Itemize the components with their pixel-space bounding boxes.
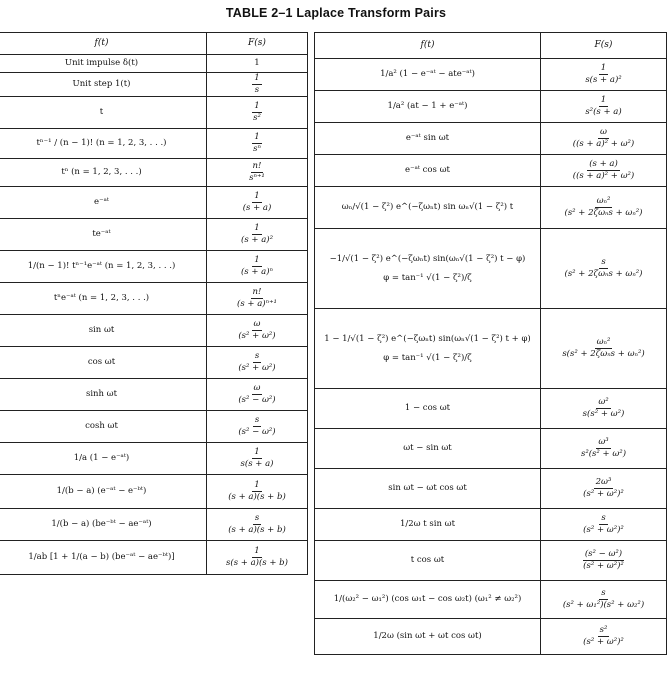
- transform-ft: [0, 347, 207, 379]
- expression-text: 1/2ω t sin ωt: [399, 519, 456, 530]
- transform-fs: [207, 97, 308, 129]
- table-row: [315, 541, 667, 581]
- fraction: $\frac{\text{(s² − ω²)}}{\text{(s² + ω²)²}}$: [583, 549, 624, 571]
- table-row: [315, 59, 667, 91]
- table-row: [315, 187, 667, 229]
- transform-fs: [207, 219, 308, 251]
- transform-fs: [541, 619, 667, 655]
- expression-text: tⁿ (n = 1, 2, 3, . . .): [61, 167, 142, 178]
- transform-fs: [207, 347, 308, 379]
- transform-ft: [315, 91, 541, 123]
- transform-ft: [0, 97, 207, 129]
- transform-ft: [0, 411, 207, 443]
- table-row: [315, 309, 667, 389]
- expression-text: 1/(b − a) (e⁻ᵃᵗ − e⁻ᵇᵗ): [56, 486, 147, 497]
- transform-fs: [541, 581, 667, 619]
- transform-ft: [0, 219, 207, 251]
- transform-fs: [207, 475, 308, 509]
- expression-text: 1/(b − a) (be⁻ᵇᵗ − ae⁻ᵃᵗ): [51, 519, 152, 530]
- transform-ft: [315, 509, 541, 541]
- table-row: [315, 389, 667, 429]
- fraction: $\frac{s}{\text{(s² + ω²)²}}$: [583, 513, 624, 535]
- expression-text: 1/a² (1 − e⁻ᵃᵗ − ate⁻ᵃᵗ): [380, 69, 475, 80]
- expression-text: sinh ωt: [85, 389, 118, 400]
- expression-text: 1/(ω₂² − ω₁²) (cos ω₁t − cos ω₂t) (ω₁² ≠ ω₂²): [333, 594, 522, 605]
- fraction: $\frac{\text{ωₙ²}}{\text{(s² + 2ζωₙs + ωₙ²)}}$: [564, 196, 643, 218]
- table-row: [0, 509, 308, 541]
- fraction: $\frac{1}{s}$: [254, 73, 260, 95]
- expression-text: ωt − sin ωt: [403, 443, 452, 454]
- table-row: [0, 541, 308, 575]
- transform-ft: [0, 315, 207, 347]
- table-row: [0, 129, 308, 159]
- transform-fs: [541, 509, 667, 541]
- fraction: $\frac{\text{2ω³}}{\text{(s² + ω²)²}}$: [583, 477, 624, 499]
- transform-ft: [0, 73, 207, 97]
- table-row: [315, 469, 667, 509]
- fraction: $\frac{1}{\text{s²(s + a)}}$: [585, 95, 622, 117]
- transform-ft: [0, 129, 207, 159]
- expression-text: cosh ωt: [85, 421, 118, 432]
- fraction: $\frac{1}{\text{(s + a)²}}$: [241, 223, 273, 245]
- transform-ft: [0, 541, 207, 575]
- transform-fs: [541, 59, 667, 91]
- transform-fs: [541, 187, 667, 229]
- transform-fs: [207, 159, 308, 187]
- table-row: [315, 429, 667, 469]
- transform-ft: [0, 283, 207, 315]
- table-row: [315, 229, 667, 309]
- transform-fs: [207, 541, 308, 575]
- expression-text: cos ωt: [87, 357, 116, 368]
- fraction: $\frac{n!}{\text{(s + a)ⁿ⁺¹}}$: [237, 287, 277, 309]
- transform-ft: [315, 123, 541, 155]
- table-row: [315, 509, 667, 541]
- expression-text: tⁿe⁻ᵃᵗ (n = 1, 2, 3, . . .): [53, 293, 150, 304]
- fraction: $\frac{1}{\text{sⁿ}}$: [253, 132, 261, 154]
- transform-ft: [315, 187, 541, 229]
- expression-text: 1/2ω (sin ωt + ωt cos ωt): [373, 631, 482, 642]
- transform-ft: [0, 251, 207, 283]
- expression-text: Unit impulse δ(t): [64, 58, 139, 69]
- fraction: $\frac{\omega}{\text{((s + a)² + ω²)}}$: [572, 127, 635, 149]
- header-ft: f(t): [0, 33, 207, 55]
- header-ft: f(t): [315, 33, 541, 59]
- table-row: [0, 283, 308, 315]
- fraction: $\frac{\omega}{\text{(s² + ω²)}}$: [238, 319, 276, 341]
- transform-fs: [207, 283, 308, 315]
- transform-fs: [207, 509, 308, 541]
- fraction: $\frac{\text{ω³}}{\text{s²(s² + ω²)}}$: [580, 437, 627, 459]
- fraction: $\frac{s}{\text{(s² + ω₁²)(s² + ω₂²)}}$: [562, 588, 645, 610]
- transform-ft: [315, 155, 541, 187]
- transform-ft: [0, 187, 207, 219]
- table-row: [0, 379, 308, 411]
- transform-fs: [207, 411, 308, 443]
- expression-text: t cos ωt: [410, 555, 445, 566]
- fraction: $\frac{\omega}{\text{(s² − ω²)}}$: [238, 383, 276, 405]
- expression-text: Unit step 1(t): [72, 79, 131, 90]
- fraction: $\frac{s}{\text{(s² + 2ζωₙs + ωₙ²)}}$: [564, 257, 643, 279]
- table-row: [0, 55, 308, 73]
- fraction: $\frac{(s + a)}{\text{((s + a)² + ω²)}}$: [572, 159, 635, 181]
- fraction: $\frac{1}{s(s + a)(s + b)}$: [226, 546, 288, 568]
- transform-fs: [207, 315, 308, 347]
- table-row: [315, 155, 667, 187]
- transform-fs: [207, 129, 308, 159]
- transform-fs: [541, 309, 667, 389]
- table-title: TABLE 2–1 Laplace Transform Pairs: [225, 6, 447, 20]
- expression-text: 1/(n − 1)! tⁿ⁻¹e⁻ᵃᵗ (n = 1, 2, 3, . . .): [27, 261, 176, 272]
- table-row: [0, 475, 308, 509]
- expression-text: tⁿ⁻¹ / (n − 1)! (n = 1, 2, 3, . . .): [36, 138, 167, 149]
- table-row: [315, 91, 667, 123]
- transform-ft: [315, 429, 541, 469]
- fraction: $\frac{\text{s²}}{\text{(s² + ω²)²}}$: [583, 625, 624, 647]
- fraction: $\frac{n!}{\text{sⁿ⁺¹}}$: [249, 161, 265, 183]
- expression-text: t: [99, 107, 104, 118]
- transform-ft: [315, 59, 541, 91]
- fraction: $\frac{s}{\text{(s² − ω²)}}$: [238, 415, 276, 437]
- fraction: $\frac{1}{\text{s(s + a)²}}$: [585, 63, 622, 85]
- expression-text: e⁻ᵃᵗ cos ωt: [405, 165, 450, 176]
- expression-text: 1/a² (at − 1 + e⁻ᵃᵗ): [387, 101, 468, 112]
- expression-text: −1/√(1 − ζ²) e^(−ζωₙt) sin(ωₙ√(1 − ζ²) t − φ): [329, 253, 526, 264]
- transform-ft: [315, 619, 541, 655]
- transform-fs: [207, 443, 308, 475]
- transform-fs: [541, 469, 667, 509]
- table-row: [0, 411, 308, 443]
- transform-ft: [0, 509, 207, 541]
- table-row: [0, 347, 308, 379]
- transform-fs: [207, 379, 308, 411]
- fraction: $\frac{\text{ωₙ²}}{\text{s(s² + 2ζωₙs + ωₙ²)}}$: [562, 337, 645, 359]
- header-fs: F(s): [207, 33, 308, 55]
- transform-fs: [207, 73, 308, 97]
- transform-fs: [207, 251, 308, 283]
- transform-fs: [207, 187, 308, 219]
- table-row: [0, 443, 308, 475]
- expression-text: e⁻ᵃᵗ: [94, 197, 109, 208]
- expression-text: e⁻ᵃᵗ sin ωt: [405, 133, 450, 144]
- table-row: [0, 73, 308, 97]
- transform-ft: [0, 475, 207, 509]
- transform-ft: [315, 541, 541, 581]
- table-row: [0, 187, 308, 219]
- table-row: [0, 251, 308, 283]
- transform-fs: [207, 55, 308, 73]
- transform-fs: [541, 429, 667, 469]
- transform-fs: [541, 91, 667, 123]
- transform-ft: [315, 581, 541, 619]
- header-fs: F(s): [541, 33, 667, 59]
- fraction: $\frac{1}{(s + a)}$: [242, 191, 272, 213]
- transform-fs: [541, 541, 667, 581]
- transform-ft: [0, 379, 207, 411]
- table-row: [0, 97, 308, 129]
- transform-ft: [0, 159, 207, 187]
- table-row: [315, 581, 667, 619]
- fraction: $\frac{1}{\text{(s + a)ⁿ}}$: [240, 255, 274, 277]
- table-row: [0, 159, 308, 187]
- right-transform-table: [314, 32, 667, 655]
- table-row: [0, 219, 308, 251]
- phase-definition: φ = tan⁻¹ √(1 − ζ²)/ζ: [383, 352, 472, 363]
- transform-fs: [541, 389, 667, 429]
- transform-fs: [541, 229, 667, 309]
- expression-text: 1 − cos ωt: [404, 403, 451, 414]
- fraction: $\frac{s}{\text{(s² + ω²)}}$: [238, 351, 276, 373]
- fraction: $\frac{1}{\text{s²}}$: [253, 101, 261, 123]
- fraction: $\frac{s}{(s + a)(s + b)}$: [228, 513, 286, 535]
- expression-text: te⁻ᵃᵗ: [92, 229, 111, 240]
- phase-definition: φ = tan⁻¹ √(1 − ζ²)/ζ: [383, 272, 472, 283]
- fraction: $\frac{\text{ω²}}{\text{s(s² + ω²)}}$: [582, 397, 625, 419]
- expression-text: 1/ab [1 + 1/(a − b) (be⁻ᵃᵗ − ae⁻ᵇᵗ)]: [28, 552, 175, 563]
- table-row: [0, 315, 308, 347]
- table-row: [315, 619, 667, 655]
- transform-fs: [541, 155, 667, 187]
- transform-ft: [315, 389, 541, 429]
- transform-ft: [315, 229, 541, 309]
- transform-ft: [0, 443, 207, 475]
- expression-text: sin ωt: [88, 325, 115, 336]
- fraction: $\frac{1}{s(s + a)}$: [240, 447, 274, 469]
- expression-text: sin ωt − ωt cos ωt: [388, 483, 467, 494]
- transform-ft: [315, 309, 541, 389]
- expression-text: ωₙ/√(1 − ζ²) e^(−ζωₙt) sin ωₙ√(1 − ζ²) t: [341, 202, 514, 213]
- expression-text: 1: [254, 58, 260, 69]
- transform-ft: [0, 55, 207, 73]
- left-transform-table: [0, 32, 308, 575]
- fraction: $\frac{1}{(s + a)(s + b)}$: [228, 480, 286, 502]
- transform-fs: [541, 123, 667, 155]
- table-row: [315, 123, 667, 155]
- expression-text: 1/a (1 − e⁻ᵃᵗ): [73, 453, 130, 464]
- expression-text: 1 − 1/√(1 − ζ²) e^(−ζωₙt) sin(ωₙ√(1 − ζ²) t + φ): [324, 333, 531, 344]
- transform-ft: [315, 469, 541, 509]
